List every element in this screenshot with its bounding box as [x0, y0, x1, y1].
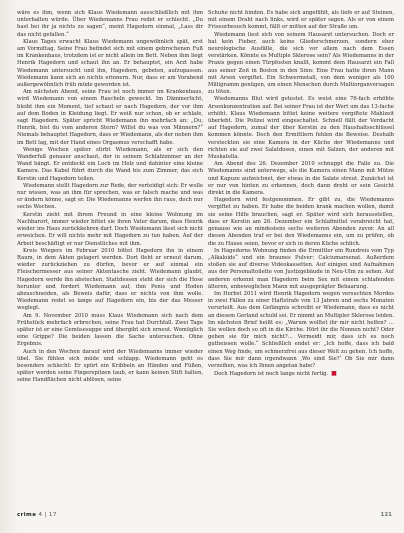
paragraph: Schuhe nicht binden. Es habe sich angefühlt, als liefe er auf Steinen, mit einem Draht nach links, wird er später sagen. Als er von einem Friseurbesuch kommt, fällt er mitten auf der Straße um. — [208, 10, 394, 31]
paragraph: Kerstin zieht mit ihrem Freund in eine kleine Wohnung im Nachbarort, immer wieder bittet sie ihren Vater darum, dass Henrik wieder ins Haus zurückkehren darf. Doch Wiedemann lässt sich nicht erweichen. Er will nichts mehr mit Hagedorn zu tun haben. Auf der Arbeit beschäftigt er nur Dienstliches mit ihm. — [17, 211, 203, 247]
paragraph: Hagedorn wird festgenommen. Er gibt zu, die Wiedemanns vergiftet zu haben. Er habe die beiden krank machen wollen, damit sie seine Hilfe brauchen, sagt er. Später wird sich herausstellen, dass er Kerstin am 26. Dezember ein Schlafmittel verabreicht hat, genauso wie an mindestens sechs weiteren Abenden zuvor. An all diesen Abenden traf er bei den Wiedemanns ein, um zu prüfen, ob die zu Hause seien, bevor er sich in deren Küche schlich. — [208, 197, 394, 247]
page-footer — [17, 512, 392, 518]
paragraph: wäre es ihm, wenn sich Klaus Wiedemann ausschließlich mit ihm unterhalten würde. Über Wiedemanns Frau redet er schlecht. „Du hast bei ihr ja nichts zu sagen“, meint Hagedorn einmal, „Lass dir das nicht gefallen.“ — [17, 10, 203, 38]
paragraph: Im Herbst 2011 wird Henrik Hagedorn wegen versuchten Mordes in zwei Fällen zu einer Haftstrafe von 13 Jahren und sechs Monaten verurteilt. Aus dem Gefängnis schreibt er Wiedemann, dass es nicht an diesem Gerland schuld sei. Er nimmt an Multipler Sklerose leiden. Im nächsten Brief heißt es: „Warum wolltet ihr mir nicht helfen? … Sie wollen doch so oft in die Kirche. Hört ihr die Nonnen nicht? Oder gehen sie für mich nicht?… Vermeidt mir, dass ich es noch gutheissen wolle.“ Schließlich endet er: „Ich hoffe, dass ich bald einen Weg finde, um schmerzfrei aus dieser Welt zu gehen. Ich hoffe, dass Sie mir dann irgendwann ‚Wo sind Sie?‘ Ob Sie mir dann verzeihen, was ich Ihnen angetan habe? — [208, 290, 394, 369]
end-mark-icon: ■ — [331, 370, 337, 378]
magazine-brand — [17, 512, 57, 518]
closing-text: Doch Hagedorn ist noch lange nicht fertig. — [214, 371, 329, 378]
paragraph: Kreis Wiegers im Februar 2010 bittet Hagedorn ihn in einem Raum, in dem Akten gelagert werden. Dort fleht er erneut darum, wieder zurückziehen zu dürfen, bevor er auf einmal ein Fleischermesser aus seiner Aktentasche zieht. Wiedemann glaubt, Hagedorn werde ihn abstechen. Stattdessen steht der sich die Hose herunter und fordert Wiedemann auf, ihm Penis und Hoden abzuschneiden, als Beweis dafür, dass er nichts von ihm wolle. Wiedemann redet so lange auf Hagedorn ein, bis der das Messer weglegt. — [17, 247, 203, 312]
magazine-name: crime — [17, 512, 37, 518]
paragraph: Am 9. November 2010 muss Klaus Wiedemann sich nach dem Frühstück mehrfach erbrechen, seine Frau hat Durchfall. Zwei Tage später ist er eine Gemüsesuppe und übergibt sich erneut. Womöglich eine Grippe? Die beiden lassen die Sache untersuchen. Ohne Ergebnis. — [17, 312, 203, 348]
paragraph: Auch in den Wochen darauf wird der Wiedemanns immer wieder übel. Sie fühlen sich müde und schlapp. Wiedemann geht es besonders schlecht: Er spürt ein Kribbeln an Händen und Füßen, später werden seine Fingerspitzen taub, er kann keinen Stift halten, seine Handflächen nicht ablösen, seine — [17, 348, 203, 384]
paragraph: Wiedemann stellt Hagedorn zur Rede, der verteidigt sich: Er wolle nur wissen, was an ihm für sprechen, was er falsch mache und was er ändern könne, sagt er. Die Wiedemanns werfen ihn raus, doch nur sechs Wochen. — [17, 182, 203, 211]
paragraph: Am Abend des 26. Dezember 2010 schnuppt die Falle zu. Die Wiedemanns sind unterwegs, als die Kamera einen Mann mit Mütze und Kapuze aufzeichnet, der etwas in die Salate streut. Zunächst ist er nur von hinten zu erkennen, doch dann dreht er sein Gesicht direkt in die Kamera. — [208, 161, 394, 197]
article-column-right — [208, 10, 394, 498]
page-number: 121 — [380, 512, 392, 518]
paragraph: Wiedemann liest sich von seinem Hausarzt untersuchen. Doch er hat kein Fieber, auch keine Gliederschmerzen, sondern eher neurologische Ausfälle, die sich vor allem nach dem Essen verstärken. Könnte es Multiple Sklerose sein? Als Wiedemanns in der Praxis gegen einen Türpfosten knallt, kommt dem Hausarzt ein Fall aus seiner Zeit in Boston in den Sinn: Eine Frau hatte ihren Mann mit Arsen vergiftet. Ein Schwermetall, von dem weniger als 100 Milligramm genügen, um einen Menschen durch Multiorganversagen zu töten. — [208, 31, 394, 96]
paragraph: Klaus Tages erwacht Klaus Wiedemann ungewöhnlich spät, erst am Vormittag. Seine Frau befindet sich mit einem gebrochenen Fuß im Krankenhaus, trotzdem ist er nicht allein im Bett. Neben ihm liegt Henrik Hagedorn und schaut ihn an. Er behauptet, ein Arzt habe Wiedemann untersucht und ihn, Hagedorn, gebeten, aufzupassen. Wiedemann kann sich an nichts erinnern. Nur, dass er am Vorabend außergewöhnlich früh müde geworden ist. — [17, 38, 203, 89]
paragraph: Wiedemanns Blut wird getestet. Es weist eine 76-fach erhöhte Arsenkonzentration auf. Bei seiner Frau ist der Wert um das 13-fache erhöht. Klaus Wiedemann bittet keine weitere vergiftete Mahlzeit überlebt. Die Polizei wird eingeschaltet. Schnell fällt der Verdacht auf Hagedorn, zumal der über Kerstin zu den Haushaltsschlüssel kommen könnte. Doch den Ermittlern fehlen die Beweise. Deshalb versteckten sie eine Kamera in der Küche der Wiedemanns und richten sie auf zwei Salatdosen, einen mit Salzen, der anderen mit Muskatella. — [208, 96, 394, 161]
paragraph: Am nächsten Abend, seine Frau ist noch immer im Krankenhaus, wird Wiedemann von einem Rascheln geweckt. Im Dämmerlicht, bleibt ihm ein Moment, tief schaut er nach Hagedorn, der vor ihm auf dem Boden in Kleidung liegt. Er weiß nur schon, ob er schlafe, sagt Hagedorn. Später spricht Wiedemann ihn mehrfach an: „Du, Henrik, bist du vom anderen Stern? Willst du was von Männern?“ Niemals behauptet Hagedorn, dass er Wiedemann, als der neben ihm im Bett lag, mit der Hand eines Orgasmus verschafft habe. — [17, 89, 203, 146]
paragraph-closing — [208, 370, 394, 378]
article-column-left — [17, 10, 203, 498]
paragraph: In Hagedorns Wohnung finden die Ermittler ein Rundreis vom Typ „Alkaloids“ und ein braunes Pulver: Calciumarsenat. Außerdem stoßen sie auf diverse Videokassetten. Auf einigen sind Aufnahmen aus der Personaltoilette von Justizgebäude in Neu-Ulm zu sehen. Auf anderen erkennt man Hagedorn beim Sex mit einem schlafenden älteren, unbeweglichen Mann mit ausgeprägter Behaarung. — [208, 247, 394, 290]
photo-credit — [4, 360, 12, 510]
issue-number: 4 | 17 — [38, 512, 57, 518]
paragraph: Wenige Wochen später stirbt Wiedemann, als er sich den Wanderfuß genauer anschaut, der in seinem Schlafzimmer an der Wand hängt. Er entdeckt ein Loch im Holz und dahinter eine kleine Kamera. Das Kabel führt durch die Wand bis zum Zimmer, das sich Kerstin und Hagedorn teilen. — [17, 146, 203, 182]
